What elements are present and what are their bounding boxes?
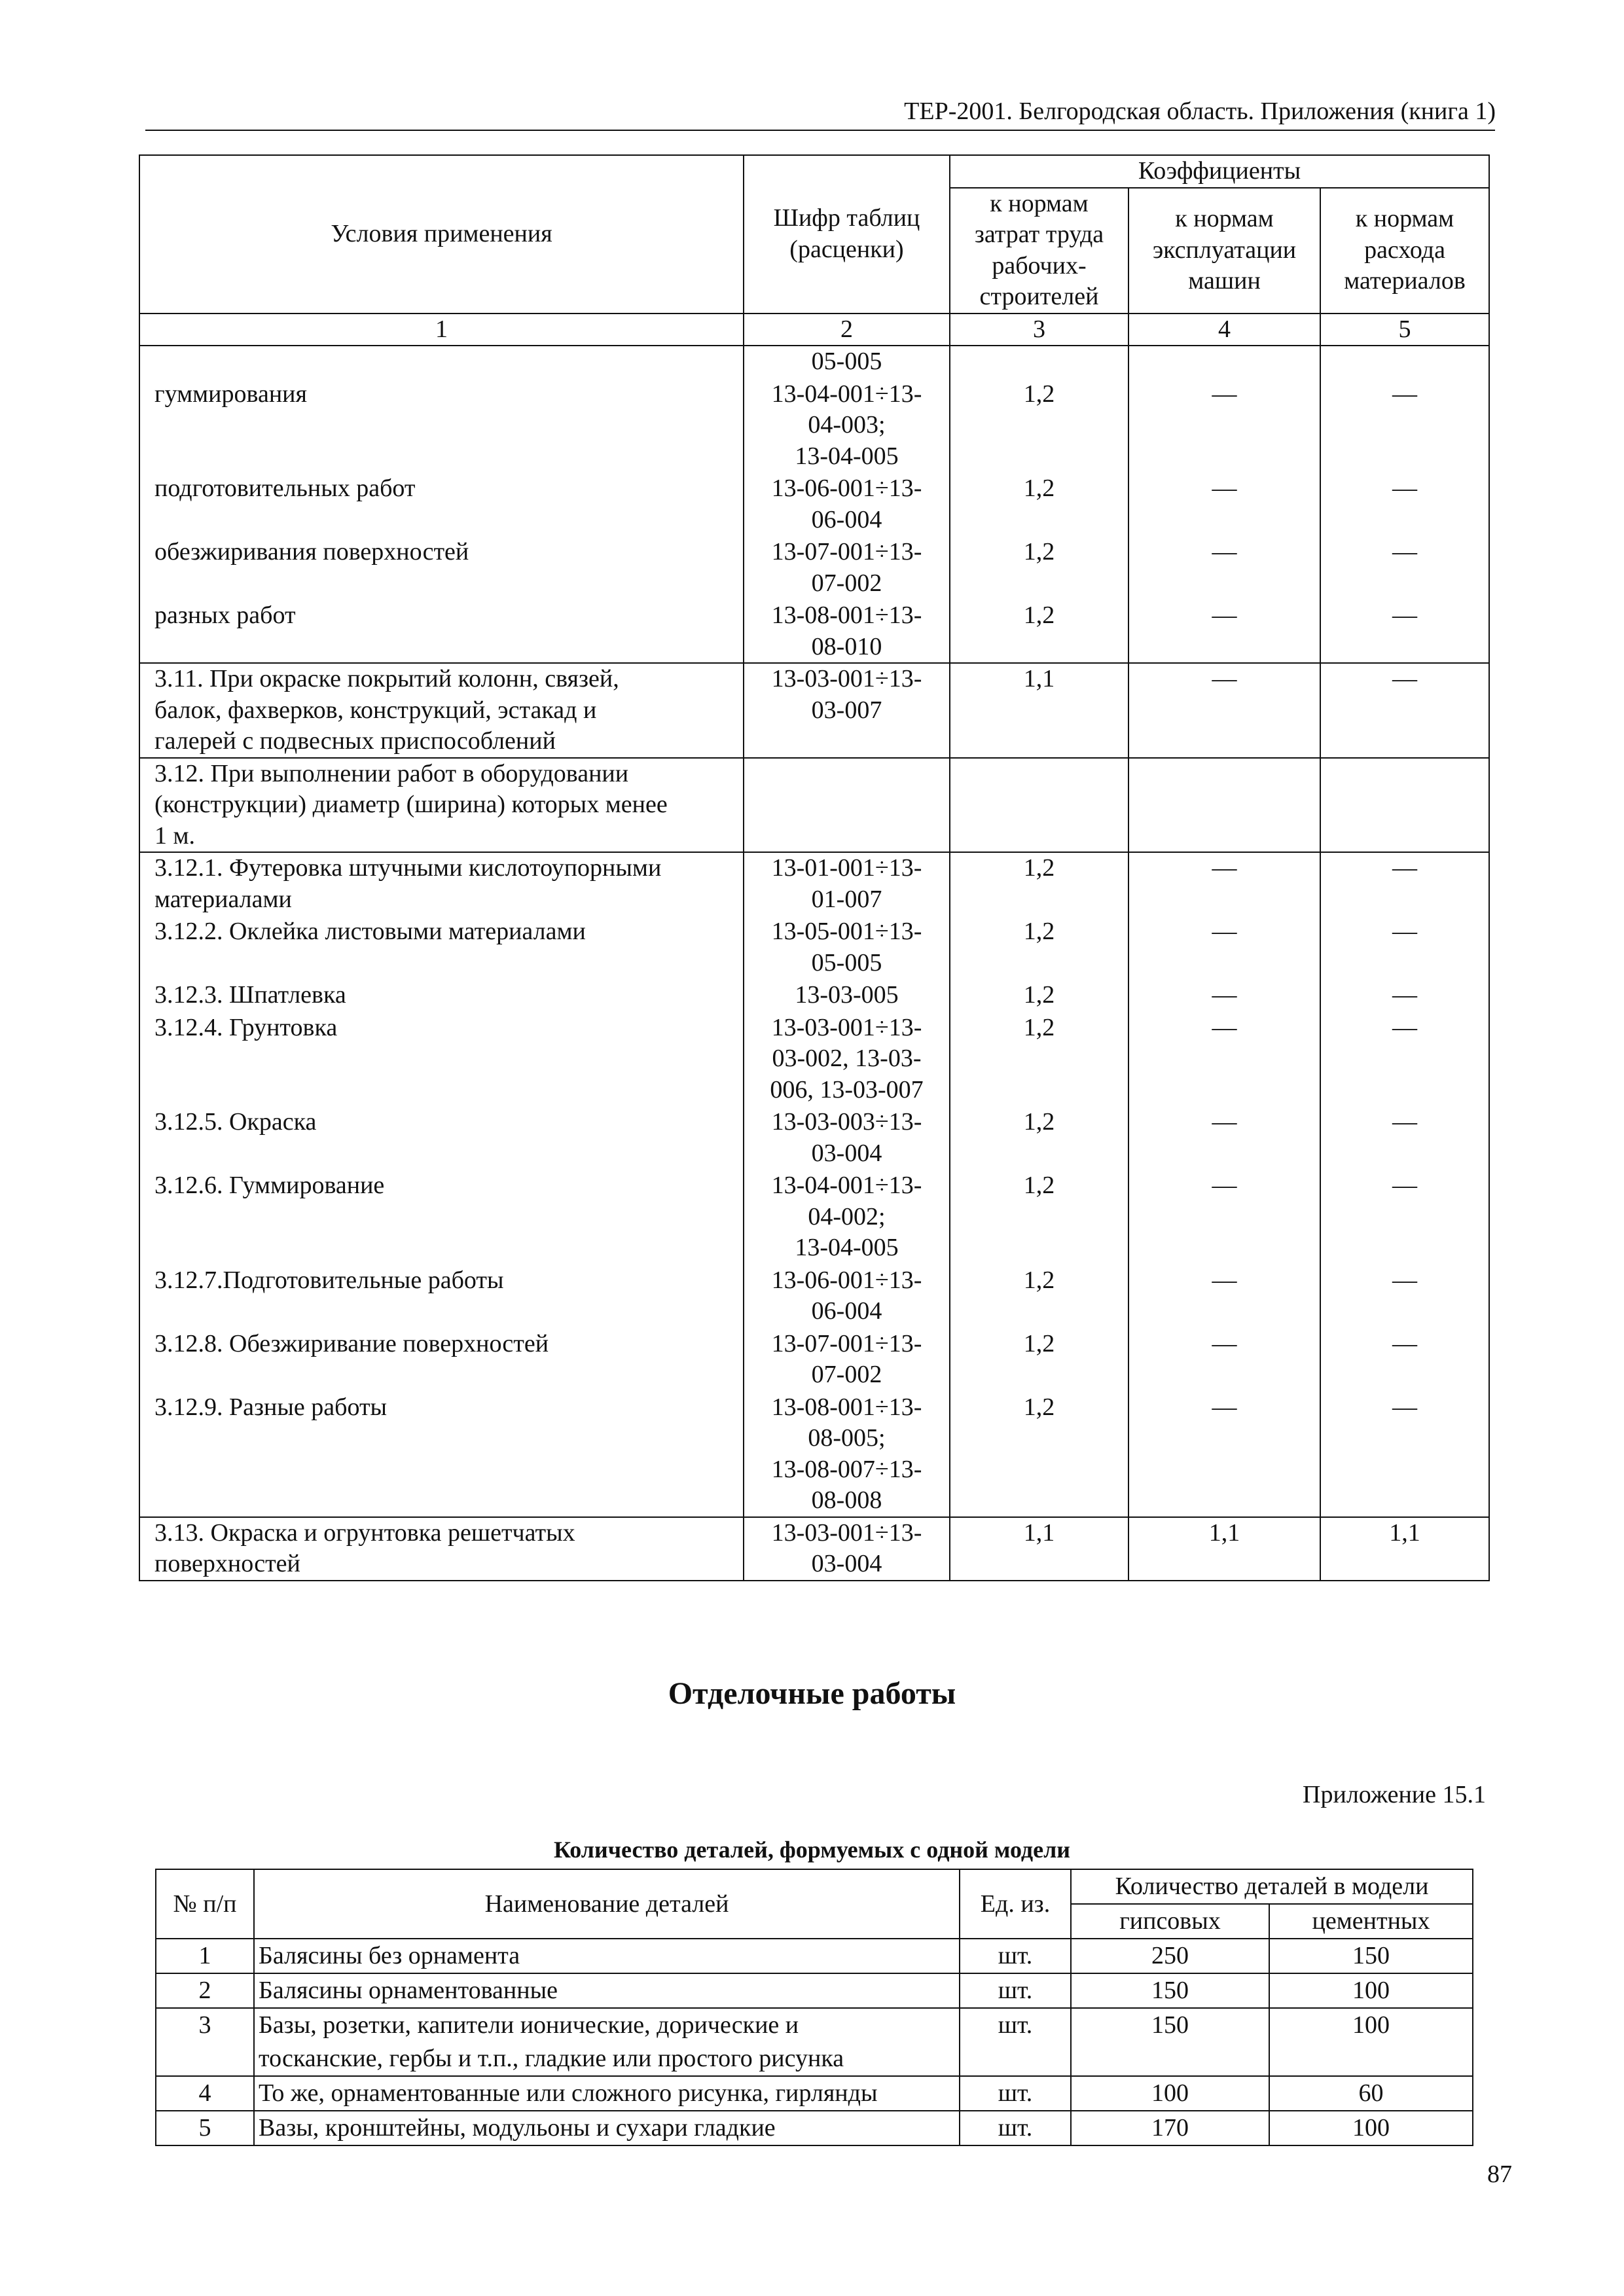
cell-materials: — (1320, 916, 1489, 979)
cell-labor: 1,2 (950, 852, 1128, 916)
table-row (156, 2008, 1473, 2076)
cell-code: 13-04-001÷13- 04-003; 13-04-005 (744, 378, 950, 473)
header-num: № п/п (156, 1869, 254, 1939)
table-row (139, 536, 1489, 600)
cell-machines: — (1128, 916, 1320, 979)
cell-machines (1128, 758, 1320, 853)
cell-unit: шт. (960, 1973, 1071, 2008)
table-row (156, 1973, 1473, 2008)
cell-cement: 100 (1269, 2008, 1473, 2076)
cell-condition: 3.12.7.Подготовительные работы (139, 1265, 744, 1328)
cell-condition: обезжиривания поверхностей (139, 536, 744, 600)
cell-condition: 3.12.1. Футеровка штучными кислотоупорными материалами (139, 852, 744, 916)
cell-materials: — (1320, 600, 1489, 663)
cell-labor: 1,2 (950, 1391, 1128, 1517)
page-number: 87 (1487, 2161, 1512, 2188)
table-row (139, 346, 1489, 378)
table-row (139, 758, 1489, 853)
cell-materials: — (1320, 1012, 1489, 1107)
cell-machines (1128, 346, 1320, 378)
cell-condition: 3.13. Окраска и огрунтовка решетчатых поверхностей (139, 1517, 744, 1581)
cell-labor (950, 346, 1128, 378)
cell-machines: — (1128, 1170, 1320, 1265)
cell-code: 13-03-001÷13- 03-004 (744, 1517, 950, 1581)
cell-code: 13-07-001÷13- 07-002 (744, 536, 950, 600)
header-code: Шифр таблиц (расценки) (744, 155, 950, 314)
cell-materials (1320, 346, 1489, 378)
cell-gypsum: 170 (1071, 2111, 1269, 2145)
cell-unit: шт. (960, 2008, 1071, 2076)
table-row (139, 1170, 1489, 1265)
table-row (139, 852, 1489, 916)
details-table (155, 1869, 1473, 2146)
col-number: 4 (1128, 314, 1320, 346)
cell-machines: — (1128, 1391, 1320, 1517)
cell-machines: — (1128, 979, 1320, 1012)
cell-cement: 150 (1269, 1939, 1473, 1973)
cell-materials: — (1320, 536, 1489, 600)
cell-machines: — (1128, 663, 1320, 758)
col-number: 1 (139, 314, 744, 346)
header-coefficients: Коэффициенты (950, 155, 1489, 188)
cell-materials: — (1320, 852, 1489, 916)
cell-labor: 1,2 (950, 916, 1128, 979)
cell-labor: 1,2 (950, 979, 1128, 1012)
cell-code (744, 758, 950, 853)
cell-materials: — (1320, 1170, 1489, 1265)
table-row (139, 1106, 1489, 1170)
cell-num: 4 (156, 2076, 254, 2111)
cell-unit: шт. (960, 2111, 1071, 2145)
cell-materials: 1,1 (1320, 1517, 1489, 1581)
cell-machines: — (1128, 378, 1320, 473)
header-cement: цементных (1269, 1904, 1473, 1939)
cell-labor: 1,1 (950, 663, 1128, 758)
cell-machines: — (1128, 1328, 1320, 1391)
cell-code: 13-05-001÷13- 05-005 (744, 916, 950, 979)
table-row (139, 378, 1489, 473)
section-title: Отделочные работы (668, 1676, 956, 1711)
header-qty: Количество деталей в модели (1071, 1869, 1473, 1904)
cell-materials (1320, 758, 1489, 853)
cell-materials: — (1320, 1328, 1489, 1391)
cell-materials: — (1320, 1106, 1489, 1170)
cell-materials: — (1320, 378, 1489, 473)
cell-gypsum: 150 (1071, 1973, 1269, 2008)
cell-materials: — (1320, 979, 1489, 1012)
cell-condition: 3.12.8. Обезжиривание поверхностей (139, 1328, 744, 1391)
table-row (139, 1265, 1489, 1328)
cell-labor: 1,2 (950, 473, 1128, 536)
cell-machines: — (1128, 473, 1320, 536)
cell-cement: 100 (1269, 1973, 1473, 2008)
header-unit: Ед. из. (960, 1869, 1071, 1939)
cell-condition: 3.12.6. Гуммирование (139, 1170, 744, 1265)
header-machines: к нормам эксплуатации машин (1128, 188, 1320, 314)
header-labor: к нормам затрат труда рабочих- строителей (950, 188, 1128, 314)
cell-labor: 1,2 (950, 1012, 1128, 1107)
cell-name: Балясины орнаментованные (254, 1973, 960, 2008)
cell-labor: 1,2 (950, 1106, 1128, 1170)
cell-labor: 1,2 (950, 378, 1128, 473)
cell-machines: 1,1 (1128, 1517, 1320, 1581)
cell-code: 13-06-001÷13- 06-004 (744, 1265, 950, 1328)
cell-labor: 1,2 (950, 1328, 1128, 1391)
cell-num: 5 (156, 2111, 254, 2145)
cell-materials: — (1320, 1391, 1489, 1517)
cell-condition (139, 346, 744, 378)
header-rule (145, 130, 1495, 131)
cell-code: 13-06-001÷13- 06-004 (744, 473, 950, 536)
header-gypsum: гипсовых (1071, 1904, 1269, 1939)
col-number: 2 (744, 314, 950, 346)
cell-gypsum: 150 (1071, 2008, 1269, 2076)
cell-code: 05-005 (744, 346, 950, 378)
table-row (156, 1939, 1473, 1973)
cell-materials: — (1320, 663, 1489, 758)
col-number: 5 (1320, 314, 1489, 346)
appendix-label: Приложение 15.1 (1303, 1781, 1486, 1808)
cell-unit: шт. (960, 1939, 1071, 1973)
col-number: 3 (950, 314, 1128, 346)
cell-condition: 3.12.5. Окраска (139, 1106, 744, 1170)
cell-code: 13-08-001÷13- 08-010 (744, 600, 950, 663)
table-row (139, 1328, 1489, 1391)
table-row (139, 600, 1489, 663)
cell-name: Вазы, кронштейны, модульоны и сухари гладкие (254, 2111, 960, 2145)
table-title: Количество деталей, формуемых с одной модели (553, 1837, 1071, 1863)
header-materials: к нормам расхода материалов (1320, 188, 1489, 314)
cell-labor: 1,2 (950, 536, 1128, 600)
cell-name: То же, орнаментованные или сложного рисунка, гирлянды (254, 2076, 960, 2111)
table-row (156, 2076, 1473, 2111)
cell-name: Базы, розетки, капители ионические, дорические и тосканские, гербы и т.п., гладкие или простого рисунка (254, 2008, 960, 2076)
cell-labor (950, 758, 1128, 853)
cell-cement: 60 (1269, 2076, 1473, 2111)
cell-condition: подготовительных работ (139, 473, 744, 536)
cell-name: Балясины без орнамента (254, 1939, 960, 1973)
cell-machines: — (1128, 1265, 1320, 1328)
cell-labor: 1,2 (950, 600, 1128, 663)
cell-code: 13-03-005 (744, 979, 950, 1012)
header-conditions: Условия применения (139, 155, 744, 314)
table-row (139, 1012, 1489, 1107)
cell-num: 2 (156, 1973, 254, 2008)
column-numbers-row (139, 314, 1489, 346)
cell-condition: 3.12.2. Оклейка листовыми материалами (139, 916, 744, 979)
cell-gypsum: 100 (1071, 2076, 1269, 2111)
cell-condition: разных работ (139, 600, 744, 663)
coefficients-table (139, 154, 1490, 1581)
table-row (139, 916, 1489, 979)
cell-machines: — (1128, 600, 1320, 663)
header-name: Наименование деталей (254, 1869, 960, 1939)
cell-condition: 3.12.3. Шпатлевка (139, 979, 744, 1012)
cell-code: 13-03-001÷13- 03-002, 13-03- 006, 13-03-007 (744, 1012, 950, 1107)
cell-condition: 3.11. При окраске покрытий колонн, связей, балок, фахверков, конструкций, эстакад и галерей с подвесных приспособлений (139, 663, 744, 758)
cell-labor: 1,2 (950, 1265, 1128, 1328)
cell-materials: — (1320, 473, 1489, 536)
cell-labor: 1,1 (950, 1517, 1128, 1581)
cell-code: 13-08-001÷13- 08-005; 13-08-007÷13- 08-008 (744, 1391, 950, 1517)
cell-condition: гуммирования (139, 378, 744, 473)
table-row (139, 1391, 1489, 1517)
table-row (139, 473, 1489, 536)
table-row (139, 663, 1489, 758)
cell-code: 13-03-001÷13- 03-007 (744, 663, 950, 758)
cell-unit: шт. (960, 2076, 1071, 2111)
cell-cement: 100 (1269, 2111, 1473, 2145)
cell-gypsum: 250 (1071, 1939, 1269, 1973)
cell-num: 3 (156, 2008, 254, 2076)
cell-code: 13-03-003÷13- 03-004 (744, 1106, 950, 1170)
cell-code: 13-07-001÷13- 07-002 (744, 1328, 950, 1391)
cell-materials: — (1320, 1265, 1489, 1328)
cell-code: 13-01-001÷13- 01-007 (744, 852, 950, 916)
cell-condition: 3.12.9. Разные работы (139, 1391, 744, 1517)
cell-num: 1 (156, 1939, 254, 1973)
cell-machines: — (1128, 1012, 1320, 1107)
table-row (139, 979, 1489, 1012)
cell-machines: — (1128, 536, 1320, 600)
running-header: ТЕР-2001. Белгородская область. Приложения (книга 1) (904, 98, 1496, 125)
cell-condition: 3.12.4. Грунтовка (139, 1012, 744, 1107)
cell-condition: 3.12. При выполнении работ в оборудовании (конструкции) диаметр (ширина) которых менее 1 м. (139, 758, 744, 853)
cell-code: 13-04-001÷13- 04-002; 13-04-005 (744, 1170, 950, 1265)
table-row (139, 1517, 1489, 1581)
cell-machines: — (1128, 852, 1320, 916)
cell-machines: — (1128, 1106, 1320, 1170)
cell-labor: 1,2 (950, 1170, 1128, 1265)
table-row (156, 2111, 1473, 2145)
